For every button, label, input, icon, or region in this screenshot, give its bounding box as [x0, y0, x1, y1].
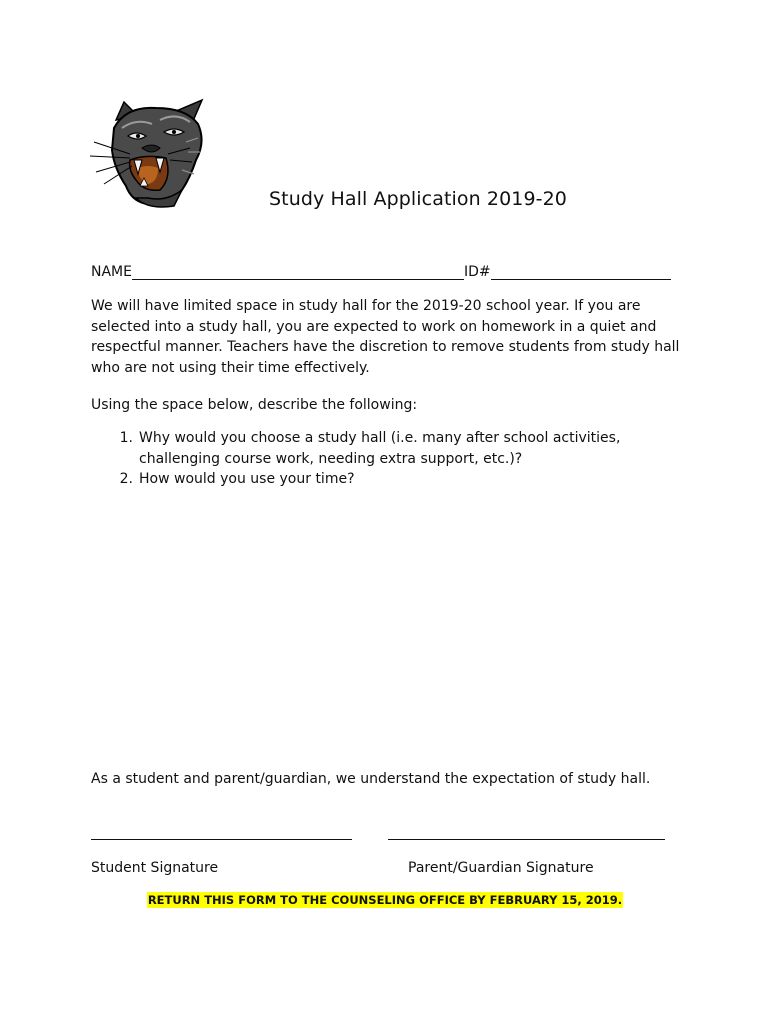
id-field[interactable]: [491, 265, 671, 280]
student-signature-label: Student Signature: [91, 860, 219, 876]
questions-list: [91, 428, 691, 490]
id-label: ID#: [463, 264, 491, 280]
list-item-text: Why would you choose a study hall (i.e. many after school activities, challenging course work, needing extra support, etc.)?: [139, 430, 621, 467]
return-notice: [0, 893, 770, 907]
name-field[interactable]: [132, 265, 464, 280]
parent-signature-line[interactable]: [388, 839, 665, 840]
agreement-statement: As a student and parent/guardian, we understand the expectation of study hall.: [91, 771, 651, 787]
page-title: Study Hall Application 2019-20: [268, 188, 567, 210]
list-item: [91, 469, 691, 490]
name-label: NAME: [91, 264, 132, 280]
instructions-prompt: Using the space below, describe the following:: [91, 397, 418, 413]
list-item-text: How would you use your time?: [139, 471, 355, 488]
list-item-number: 1.: [119, 430, 133, 446]
list-item: [91, 428, 691, 469]
student-signature-line[interactable]: [91, 839, 352, 840]
list-item-number: 2.: [119, 471, 133, 488]
parent-signature-label: Parent/Guardian Signature: [408, 860, 594, 876]
intro-paragraph: We will have limited space in study hall for the 2019-20 school year. If you are selected into a study hall, you are expected to work on homework in a quiet and respectful manner. Teachers have the discretion to remove students from study hall who are not using their time effectively.: [91, 298, 680, 376]
name-id-row: [91, 264, 671, 280]
return-notice-text: RETURN THIS FORM TO THE COUNSELING OFFICE BY FEBRUARY 15, 2019.: [147, 893, 623, 907]
